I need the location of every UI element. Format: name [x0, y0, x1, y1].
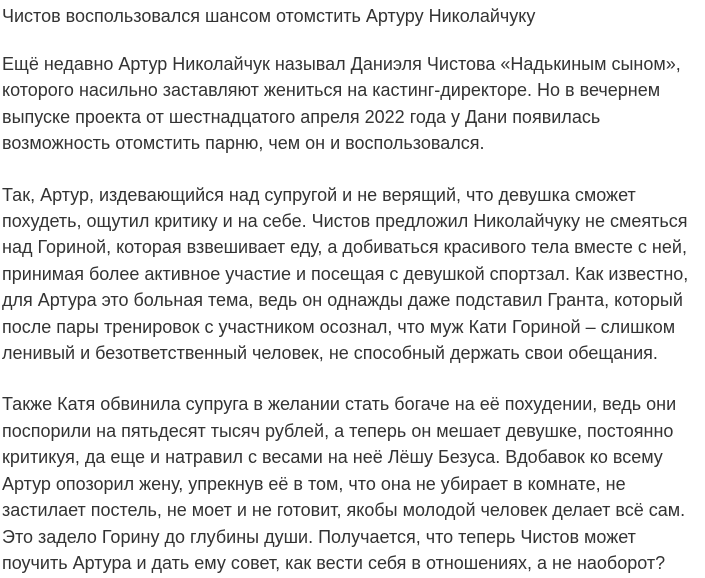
paragraph-line: принимая более активное участие и посещая с девушкой спортзал. Как известно, [2, 263, 689, 284]
paragraph-line: поспорили на пятьдесят тысяч рублей, а теперь он мешает девушке, постоянно [2, 420, 674, 441]
paragraph-line: Артур опозорил жену, упрекнув её в том, что она не убирает в комнате, не [2, 473, 626, 494]
paragraph-line: Так, Артур, издевающийся над супругой и не верящий, что девушка сможет [2, 184, 636, 205]
article-paragraph-1 [2, 51, 705, 157]
paragraph-line: критикуя, да еще и натравил с весами на неё Лёшу Безуса. Вдобавок ко всему [2, 447, 663, 468]
paragraph-line: застилает постель, не моет и не готовит, якобы молодой человек делает всё сам. [2, 500, 686, 521]
paragraph-line: Ещё недавно Артур Николайчук называл Даниэля Чистова «Надькиным сыном», [2, 54, 681, 74]
paragraph-line: после пары тренировок с участником осознал, что муж Кати Гориной – слишком [2, 316, 676, 337]
paragraph-line: возможность отомстить парню, чем он и воспользовался. [2, 133, 485, 154]
article-title: Чистов воспользовался шансом отомстить Артуру Николайчуку [2, 6, 536, 26]
paragraph-line: над Гориной, которая взвешивает еду, а добиваться красивого тела вместе с ней, [2, 237, 687, 258]
paragraph-line: которого насильно заставляют жениться на кастинг-директоре. Но в вечернем [2, 80, 661, 101]
paragraph-line: Это задело Горину до глубины души. Получается, что теперь Чистов может [2, 526, 636, 547]
article-paragraph-3 [2, 391, 705, 576]
paragraph-line: ленивый и безответственный человек, не способный держать свои обещания. [2, 343, 658, 364]
paragraph-line: Также Катя обвинила супруга в желании стать богаче на её похудении, ведь они [2, 394, 677, 415]
paragraph-line: поучить Артура и дать ему совет, как вести себя в отношениях, а не наоборот? [2, 552, 666, 573]
paragraph-line: для Артура это больная тема, ведь он однажды даже подставил Гранта, который [2, 290, 683, 311]
article-paragraph-2 [2, 182, 705, 367]
paragraph-line: выпуске проекта от шестнадцатого апреля 2022 года у Дани появилась [2, 106, 601, 127]
paragraph-line: похудеть, ощутил критику и на себе. Чистов предложил Николайчуку не смеяться [2, 211, 688, 232]
